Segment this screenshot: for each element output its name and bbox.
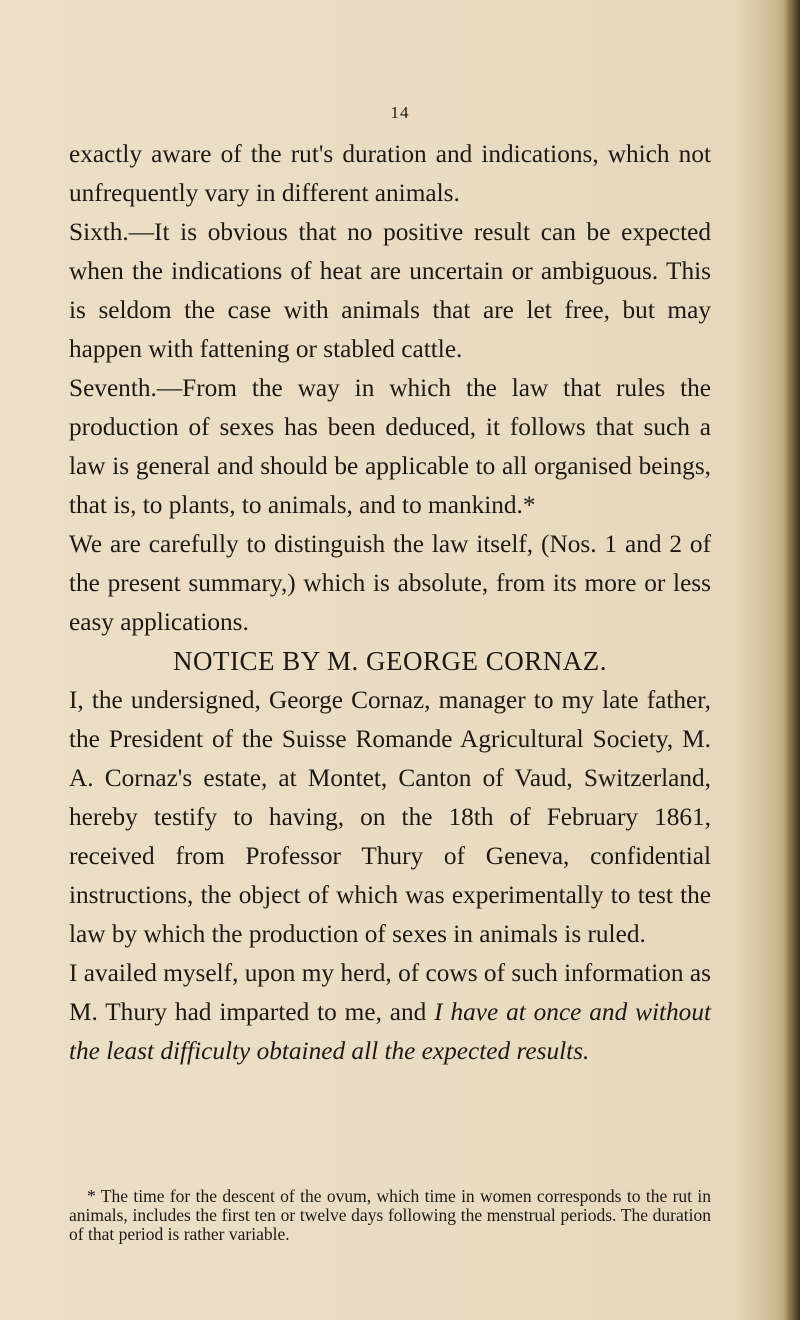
paragraph-law-distinction: We are carefully to distinguish the law itself, (Nos. 1 and 2 of the present summary,) which is absolute, from its more or less easy applications.: [69, 530, 711, 636]
notice-paragraph-results: [69, 954, 711, 1071]
footnote: * The time for the descent of the ovum, which time in women corresponds to the rut in animals, includes the first ten or twelve days following the menstrual periods. The duration of that period is rather variable.: [69, 1186, 711, 1244]
paragraph-sixth: Sixth.—It is obvious that no positive result can be expected when the indications of heat are uncertain or ambiguous. This is seldom the case with animals that are let free, but may happen with fattening or stabled cattle.: [69, 218, 711, 363]
notice-results-italic: I have at once and without the least difficulty obtained all the expected results.: [69, 998, 711, 1065]
page-number: 14: [390, 103, 410, 122]
page-edge-shadow: [784, 0, 800, 1320]
notice-heading: NOTICE BY M. GEORGE CORNAZ.: [173, 646, 607, 676]
notice-paragraph-testimony: I, the undersigned, George Cornaz, manager to my late father, the President of the Suisse Romande Agricultural Society, M. A. Cornaz's estate, at Montet, Canton of Vaud, Switzerland, hereby testify to having, on the 18th of February 1861, received from Professor Thury of Geneva, confidential instructions, the object of which was experimentally to test the law by which the production of sexes in animals is ruled.: [69, 686, 711, 948]
body-text: [69, 135, 711, 1071]
notice-results-plain: I availed myself, upon my herd, of cows of such information as M. Thury had imparted to me, and: [69, 959, 711, 1026]
paragraph-continuation: exactly aware of the rut's duration and indications, which not unfrequently vary in different animals.: [69, 140, 711, 207]
paragraph-seventh: Seventh.—From the way in which the law that rules the production of sexes has been deduced, it follows that such a law is general and should be applicable to all organised beings, that is, to plants, to animals, and to mankind.*: [69, 374, 711, 519]
